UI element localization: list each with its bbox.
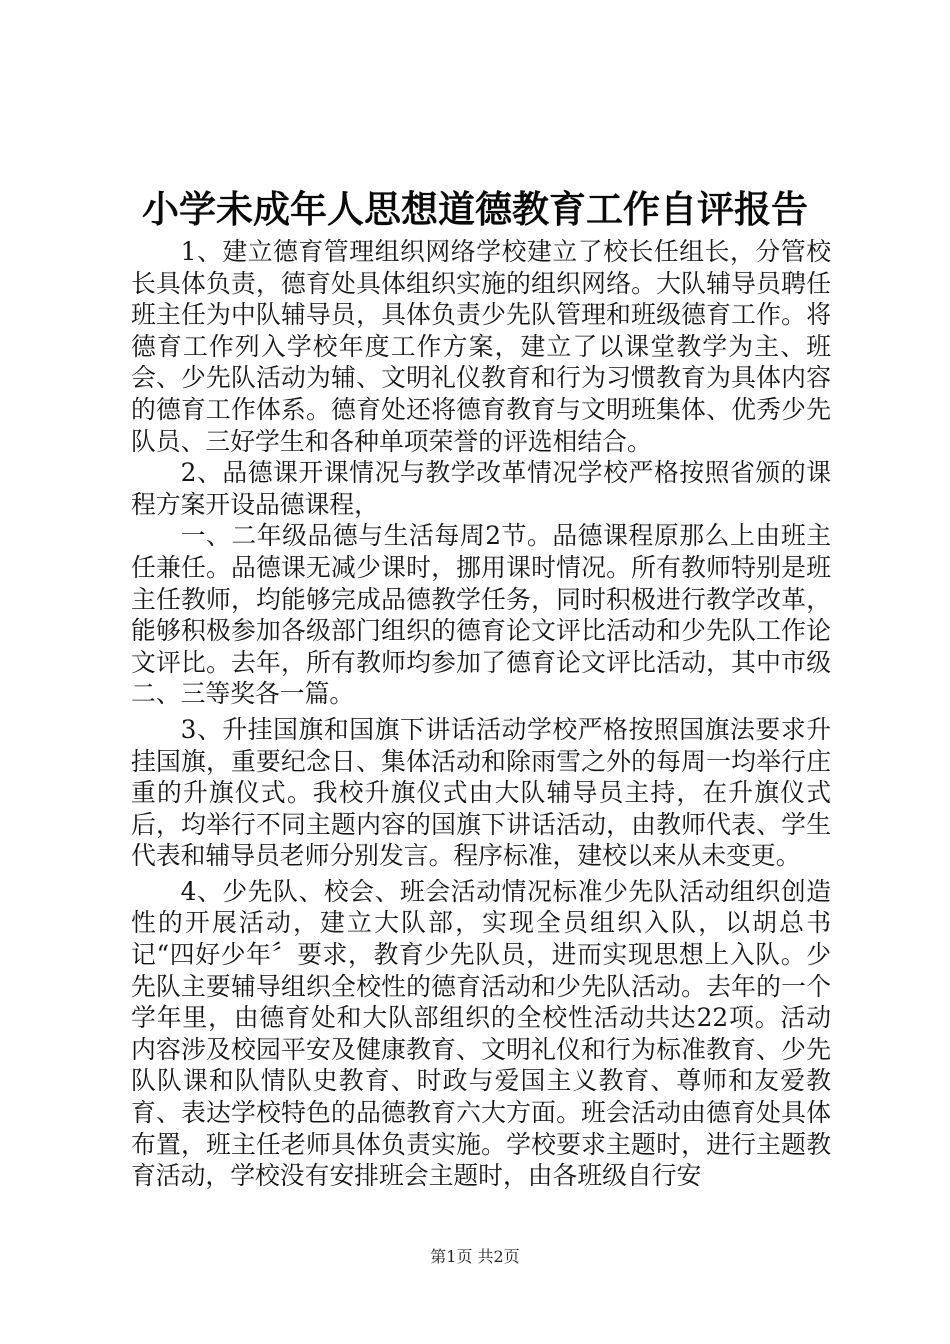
paragraph-4: 3、升挂国旗和国旗下讲话活动学校严格按照国旗法要求升挂国旗，重要纪念日、集体活动和除雨雪之外的每周一均举行庄重的升旗仪式。我校升旗仪式由大队辅导员主持，在升旗仪式后，均举行不同主题内容的国旗下讲话活动，由教师代表、学生代表和辅导员老师分别发言。程序标准，建校以来从未变更。 [131,714,831,871]
document-body [131,236,831,1192]
page-number-footer: 第1页 共2页 [430,1247,520,1266]
document-title: 小学未成年人思想道德教育工作自评报告 [142,187,808,231]
paragraph-3: 一、二年级品德与生活每周2节。品德课程原那么上由班主任兼任。品德课无减少课时，挪用课时情况。所有教师特别是班主任教师，均能够完成品德教学任务，同时积极进行教学改革，能够积极参加各级部门组织的德育论文评比活动和少先队工作论文评比。去年，所有教师均参加了德育论文评比活动，其中市级二、三等奖各一篇。 [131,521,831,709]
paragraph-2: 2、品德课开课情况与教学改革情况学校严格按照省颁的课程方案开设品德课程， [131,458,831,519]
paragraph-5: 4、少先队、校会、班会活动情况标准少先队活动组织创造性的开展活动，建立大队部，实现全员组织入队，以胡总书记“四好少年〞要求，教育少先队员，进而实现思想上入队。少先队主要辅导组织全校性的德育活动和少先队活动。去年的一个学年里，由德育处和大队部组织的全校性活动共达22项。活动内容涉及校园平安及健康教育、文明礼仪和行为标准教育、少先队队课和队情队史教育、时政与爱国主义教育、尊师和友爱教育、表达学校特色的品德教育六大方面。班会活动由德育处具体布置，班主任老师具体负责实施。学校要求主题时，进行主题教育活动，学校没有安排班会主题时，由各班级自行安 [131,876,831,1191]
paragraph-1: 1、建立德育管理组织网络学校建立了校长任组长，分管校长具体负责，德育处具体组织实施的组织网络。大队辅导员聘任班主任为中队辅导员，具体负责少先队管理和班级德育工作。将德育工作列入学校年度工作方案，建立了以课堂教学为主、班会、少先队活动为辅、文明礼仪教育和行为习惯教育为具体内容的德育工作体系。德育处还将德育教育与文明班集体、优秀少先队员、三好学生和各种单项荣誉的评选相结合。 [131,237,831,456]
